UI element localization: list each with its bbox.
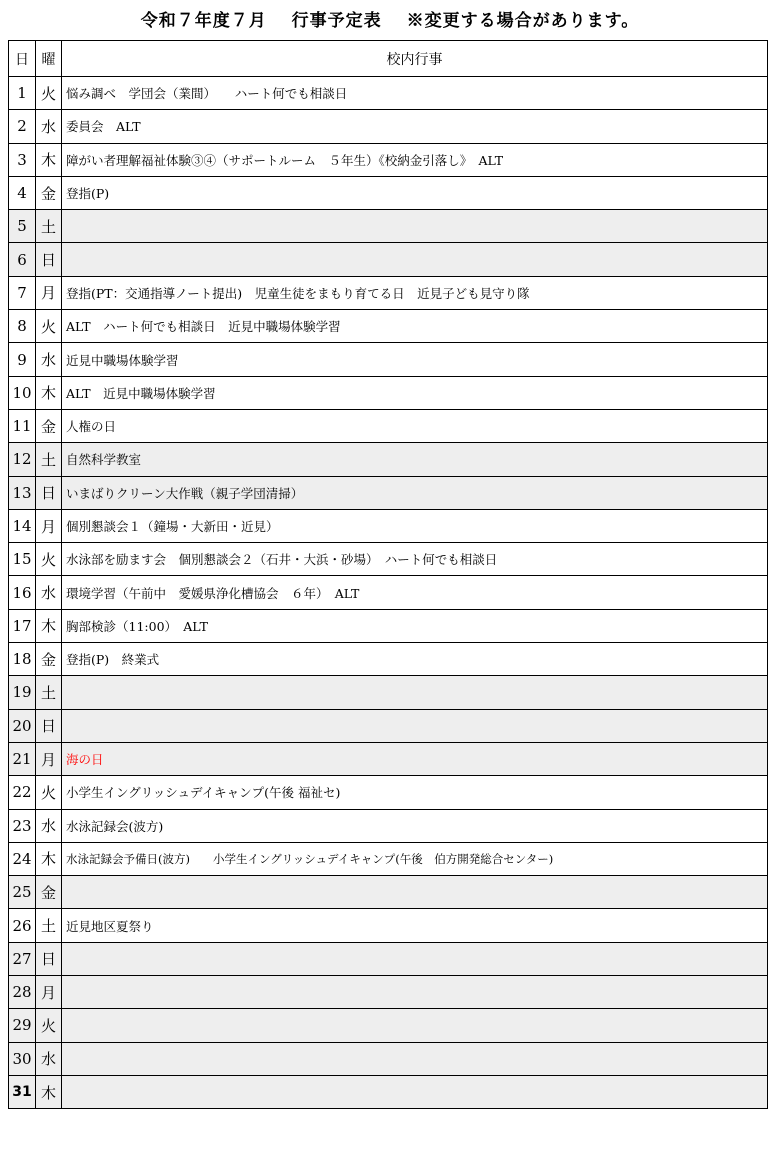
table-row — [9, 909, 768, 942]
weekday-cell: 土 — [36, 676, 62, 709]
table-row — [9, 409, 768, 442]
event-cell — [62, 210, 768, 243]
table-row — [9, 809, 768, 842]
table-row — [9, 143, 768, 176]
weekday-cell: 木 — [36, 376, 62, 409]
event-cell: いまばりクリーン大作戦（親子学団清掃） — [62, 476, 768, 509]
table-row — [9, 443, 768, 476]
weekday-cell: 金 — [36, 643, 62, 676]
weekday-cell: 水 — [36, 576, 62, 609]
table-row — [9, 976, 768, 1009]
event-cell: 登指(P) 終業式 — [62, 643, 768, 676]
weekday-cell: 土 — [36, 443, 62, 476]
event-cell — [62, 709, 768, 742]
weekday-cell: 日 — [36, 942, 62, 975]
event-cell: 登指(PT：交通指導ノート提出) 児童生徒をまもり育てる日 近見子ども見守り隊 — [62, 276, 768, 309]
event-cell: 水泳記録会(波方) — [62, 809, 768, 842]
day-cell: 27 — [9, 942, 36, 975]
weekday-cell: 金 — [36, 876, 62, 909]
table-row — [9, 509, 768, 542]
header-day: 日 — [9, 41, 36, 77]
table-row — [9, 343, 768, 376]
weekday-cell: 金 — [36, 176, 62, 209]
table-row — [9, 1009, 768, 1042]
table-row — [9, 776, 768, 809]
event-cell: 近見中職場体験学習 — [62, 343, 768, 376]
weekday-cell: 日 — [36, 709, 62, 742]
table-row — [9, 543, 768, 576]
event-cell — [62, 876, 768, 909]
event-cell: ALT ハート何でも相談日 近見中職場体験学習 — [62, 310, 768, 343]
table-row — [9, 576, 768, 609]
table-row — [9, 77, 768, 110]
weekday-cell: 土 — [36, 210, 62, 243]
weekday-cell: 月 — [36, 509, 62, 542]
table-row — [9, 676, 768, 709]
weekday-cell: 日 — [36, 243, 62, 276]
table-row — [9, 842, 768, 875]
table-row — [9, 742, 768, 775]
event-cell: 水泳記録会予備日(波方) 小学生イングリッシュデイキャンプ(午後 伯方開発総合センター) — [62, 842, 768, 875]
weekday-cell: 金 — [36, 409, 62, 442]
weekday-cell: 火 — [36, 776, 62, 809]
weekday-cell: 月 — [36, 976, 62, 1009]
day-cell: 5 — [9, 210, 36, 243]
weekday-cell: 木 — [36, 1075, 62, 1108]
event-cell — [62, 676, 768, 709]
day-cell: 31 — [9, 1075, 36, 1108]
weekday-cell: 木 — [36, 842, 62, 875]
day-cell: 2 — [9, 110, 36, 143]
table-row — [9, 176, 768, 209]
weekday-cell: 火 — [36, 310, 62, 343]
table-row — [9, 643, 768, 676]
day-cell: 19 — [9, 676, 36, 709]
event-cell: 環境学習（午前中 愛媛県浄化槽協会 ６年） ALT — [62, 576, 768, 609]
day-cell: 28 — [9, 976, 36, 1009]
day-cell: 21 — [9, 742, 36, 775]
day-cell: 14 — [9, 509, 36, 542]
day-cell: 12 — [9, 443, 36, 476]
weekday-cell: 木 — [36, 143, 62, 176]
event-cell: 胸部検診（11:00） ALT — [62, 609, 768, 642]
weekday-cell: 日 — [36, 476, 62, 509]
weekday-cell: 月 — [36, 276, 62, 309]
holiday-event-cell: 海の日 — [62, 742, 768, 775]
day-cell: 20 — [9, 709, 36, 742]
event-cell — [62, 942, 768, 975]
weekday-cell: 土 — [36, 909, 62, 942]
weekday-cell: 水 — [36, 110, 62, 143]
header-events: 校内行事 — [62, 41, 768, 77]
table-row — [9, 1042, 768, 1075]
event-cell: 水泳部を励ます会 個別懇談会２（石井・大浜・砂場） ハート何でも相談日 — [62, 543, 768, 576]
day-cell: 11 — [9, 409, 36, 442]
day-cell: 29 — [9, 1009, 36, 1042]
event-cell — [62, 1009, 768, 1042]
day-cell: 9 — [9, 343, 36, 376]
page-title: 令和７年度７月 行事予定表 ※変更する場合があります。 — [140, 11, 640, 31]
schedule-table — [8, 40, 768, 1109]
weekday-cell: 火 — [36, 1009, 62, 1042]
table-row — [9, 876, 768, 909]
table-row — [9, 1075, 768, 1108]
table-row — [9, 609, 768, 642]
day-cell: 16 — [9, 576, 36, 609]
table-row — [9, 243, 768, 276]
header-weekday: 曜 — [36, 41, 62, 77]
day-cell: 25 — [9, 876, 36, 909]
day-cell: 18 — [9, 643, 36, 676]
day-cell: 10 — [9, 376, 36, 409]
event-cell — [62, 1042, 768, 1075]
event-cell — [62, 1075, 768, 1108]
day-cell: 22 — [9, 776, 36, 809]
table-row — [9, 210, 768, 243]
day-cell: 4 — [9, 176, 36, 209]
day-cell: 1 — [9, 77, 36, 110]
event-cell: 自然科学教室 — [62, 443, 768, 476]
event-cell — [62, 976, 768, 1009]
weekday-cell: 水 — [36, 1042, 62, 1075]
weekday-cell: 水 — [36, 809, 62, 842]
day-cell: 17 — [9, 609, 36, 642]
weekday-cell: 火 — [36, 77, 62, 110]
table-row — [9, 942, 768, 975]
table-row — [9, 276, 768, 309]
day-cell: 30 — [9, 1042, 36, 1075]
event-cell: 悩み調べ 学団会（業間） ハート何でも相談日 — [62, 77, 768, 110]
weekday-cell: 水 — [36, 343, 62, 376]
table-row — [9, 310, 768, 343]
table-row — [9, 709, 768, 742]
weekday-cell: 月 — [36, 742, 62, 775]
day-cell: 7 — [9, 276, 36, 309]
day-cell: 24 — [9, 842, 36, 875]
event-cell: 小学生イングリッシュデイキャンプ(午後 福祉セ) — [62, 776, 768, 809]
event-cell: 個別懇談会１（鐘場・大新田・近見） — [62, 509, 768, 542]
day-cell: 8 — [9, 310, 36, 343]
table-row — [9, 376, 768, 409]
event-cell: 委員会 ALT — [62, 110, 768, 143]
weekday-cell: 木 — [36, 609, 62, 642]
event-cell: ALT 近見中職場体験学習 — [62, 376, 768, 409]
weekday-cell: 火 — [36, 543, 62, 576]
day-cell: 6 — [9, 243, 36, 276]
day-cell: 23 — [9, 809, 36, 842]
day-cell: 26 — [9, 909, 36, 942]
day-cell: 13 — [9, 476, 36, 509]
table-row — [9, 476, 768, 509]
table-header-row — [9, 41, 768, 77]
table-row — [9, 110, 768, 143]
event-cell: 近見地区夏祭り — [62, 909, 768, 942]
event-cell: 障がい者理解福祉体験③④（サポートルーム ５年生）《校納金引落し》 ALT — [62, 143, 768, 176]
day-cell: 15 — [9, 543, 36, 576]
day-cell: 3 — [9, 143, 36, 176]
event-cell: 人権の日 — [62, 409, 768, 442]
event-cell: 登指(P) — [62, 176, 768, 209]
event-cell — [62, 243, 768, 276]
